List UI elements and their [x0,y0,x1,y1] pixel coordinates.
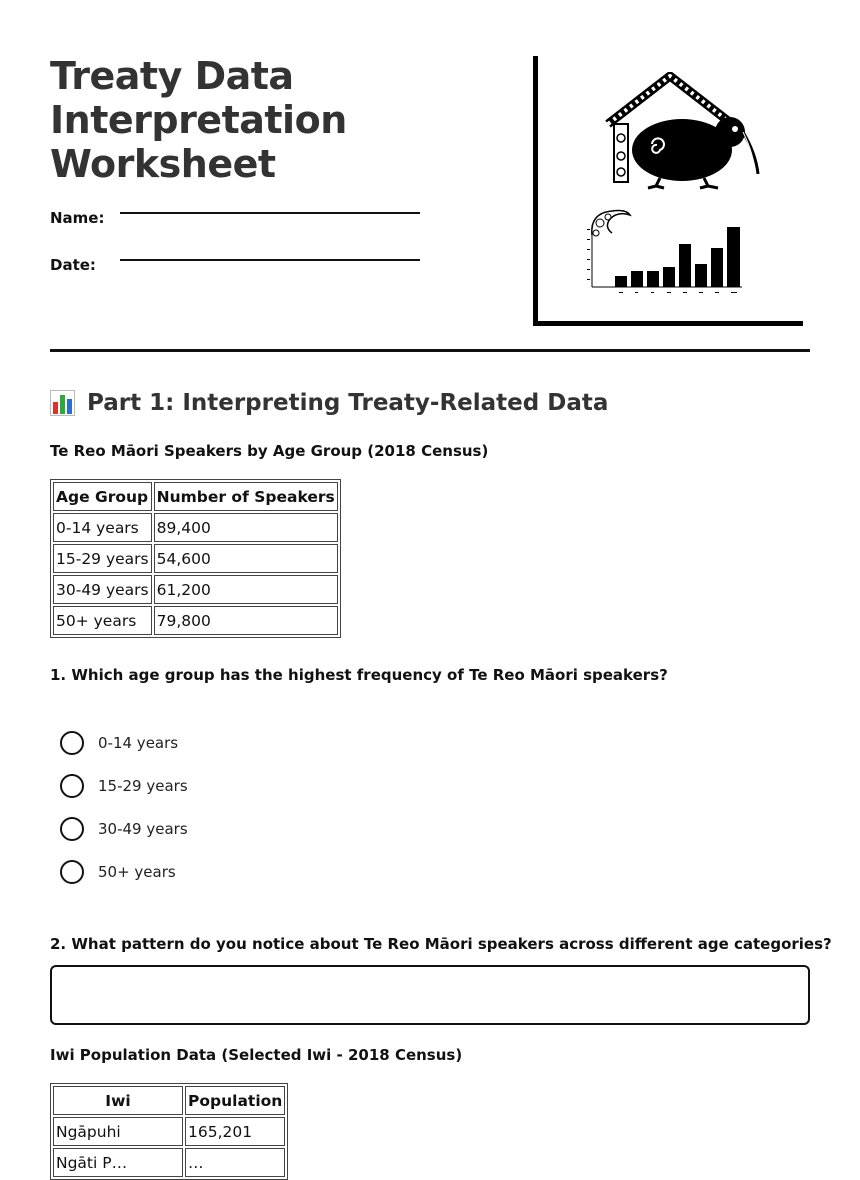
name-label: Name: [50,209,105,227]
radio-button[interactable] [60,774,84,798]
table-row [53,575,338,604]
mini-bar-chart-illustration [582,205,747,300]
bar-chart-icon [50,390,75,416]
table-cell: 165,201 [185,1117,285,1146]
radio-button[interactable] [60,731,84,755]
worksheet-title [50,54,347,186]
age-table-caption: Te Reo Māori Speakers by Age Group (2018 Census) [50,442,489,460]
iwi-table-caption: Iwi Population Data (Selected Iwi - 2018 Census) [50,1046,463,1064]
table-cell: 30-49 years [53,575,152,604]
table-row [53,1148,285,1177]
title-line: Interpretation [50,98,347,142]
option-30-49[interactable] [60,817,188,841]
table-cell: … [185,1148,285,1177]
question-1: 1. Which age group has the highest frequency of Te Reo Māori speakers? [50,666,668,684]
option-label: 30-49 years [98,820,188,838]
table-row [53,513,338,542]
column-header: Population [185,1086,285,1115]
option-0-14[interactable] [60,731,178,755]
table-row [53,1117,285,1146]
kiwi-wharenui-illustration [600,72,770,192]
name-field[interactable] [120,212,420,214]
table-row [53,544,338,573]
answer-textbox[interactable] [50,965,810,1025]
table-cell: 15-29 years [53,544,152,573]
column-header: Number of Speakers [154,482,338,511]
date-label: Date: [50,256,96,274]
table-cell: Ngāti P… [53,1148,183,1177]
table-cell: 0-14 years [53,513,152,542]
option-label: 15-29 years [98,777,188,795]
question-2: 2. What pattern do you notice about Te Reo Māori speakers across different age categories? [50,935,832,953]
iwi-population-table [50,1083,288,1180]
radio-button[interactable] [60,860,84,884]
table-header-row [53,482,338,511]
age-speakers-table [50,479,341,638]
table-row [53,606,338,635]
table-cell: 79,800 [154,606,338,635]
part1-heading [50,390,608,416]
table-cell: 89,400 [154,513,338,542]
title-line: Treaty Data [50,54,294,98]
table-header-row [53,1086,285,1115]
table-cell: 54,600 [154,544,338,573]
date-field[interactable] [120,259,420,261]
option-15-29[interactable] [60,774,188,798]
table-cell: 61,200 [154,575,338,604]
table-cell: 50+ years [53,606,152,635]
column-header: Age Group [53,482,152,511]
header-divider [50,349,810,352]
option-label: 50+ years [98,863,176,881]
option-label: 0-14 years [98,734,179,752]
option-50-plus[interactable] [60,860,176,884]
column-header: Iwi [53,1086,183,1115]
radio-button[interactable] [60,817,84,841]
table-cell: Ngāpuhi [53,1117,183,1146]
title-line: Worksheet [50,142,276,186]
part1-title: Part 1: Interpreting Treaty-Related Data [87,390,609,416]
